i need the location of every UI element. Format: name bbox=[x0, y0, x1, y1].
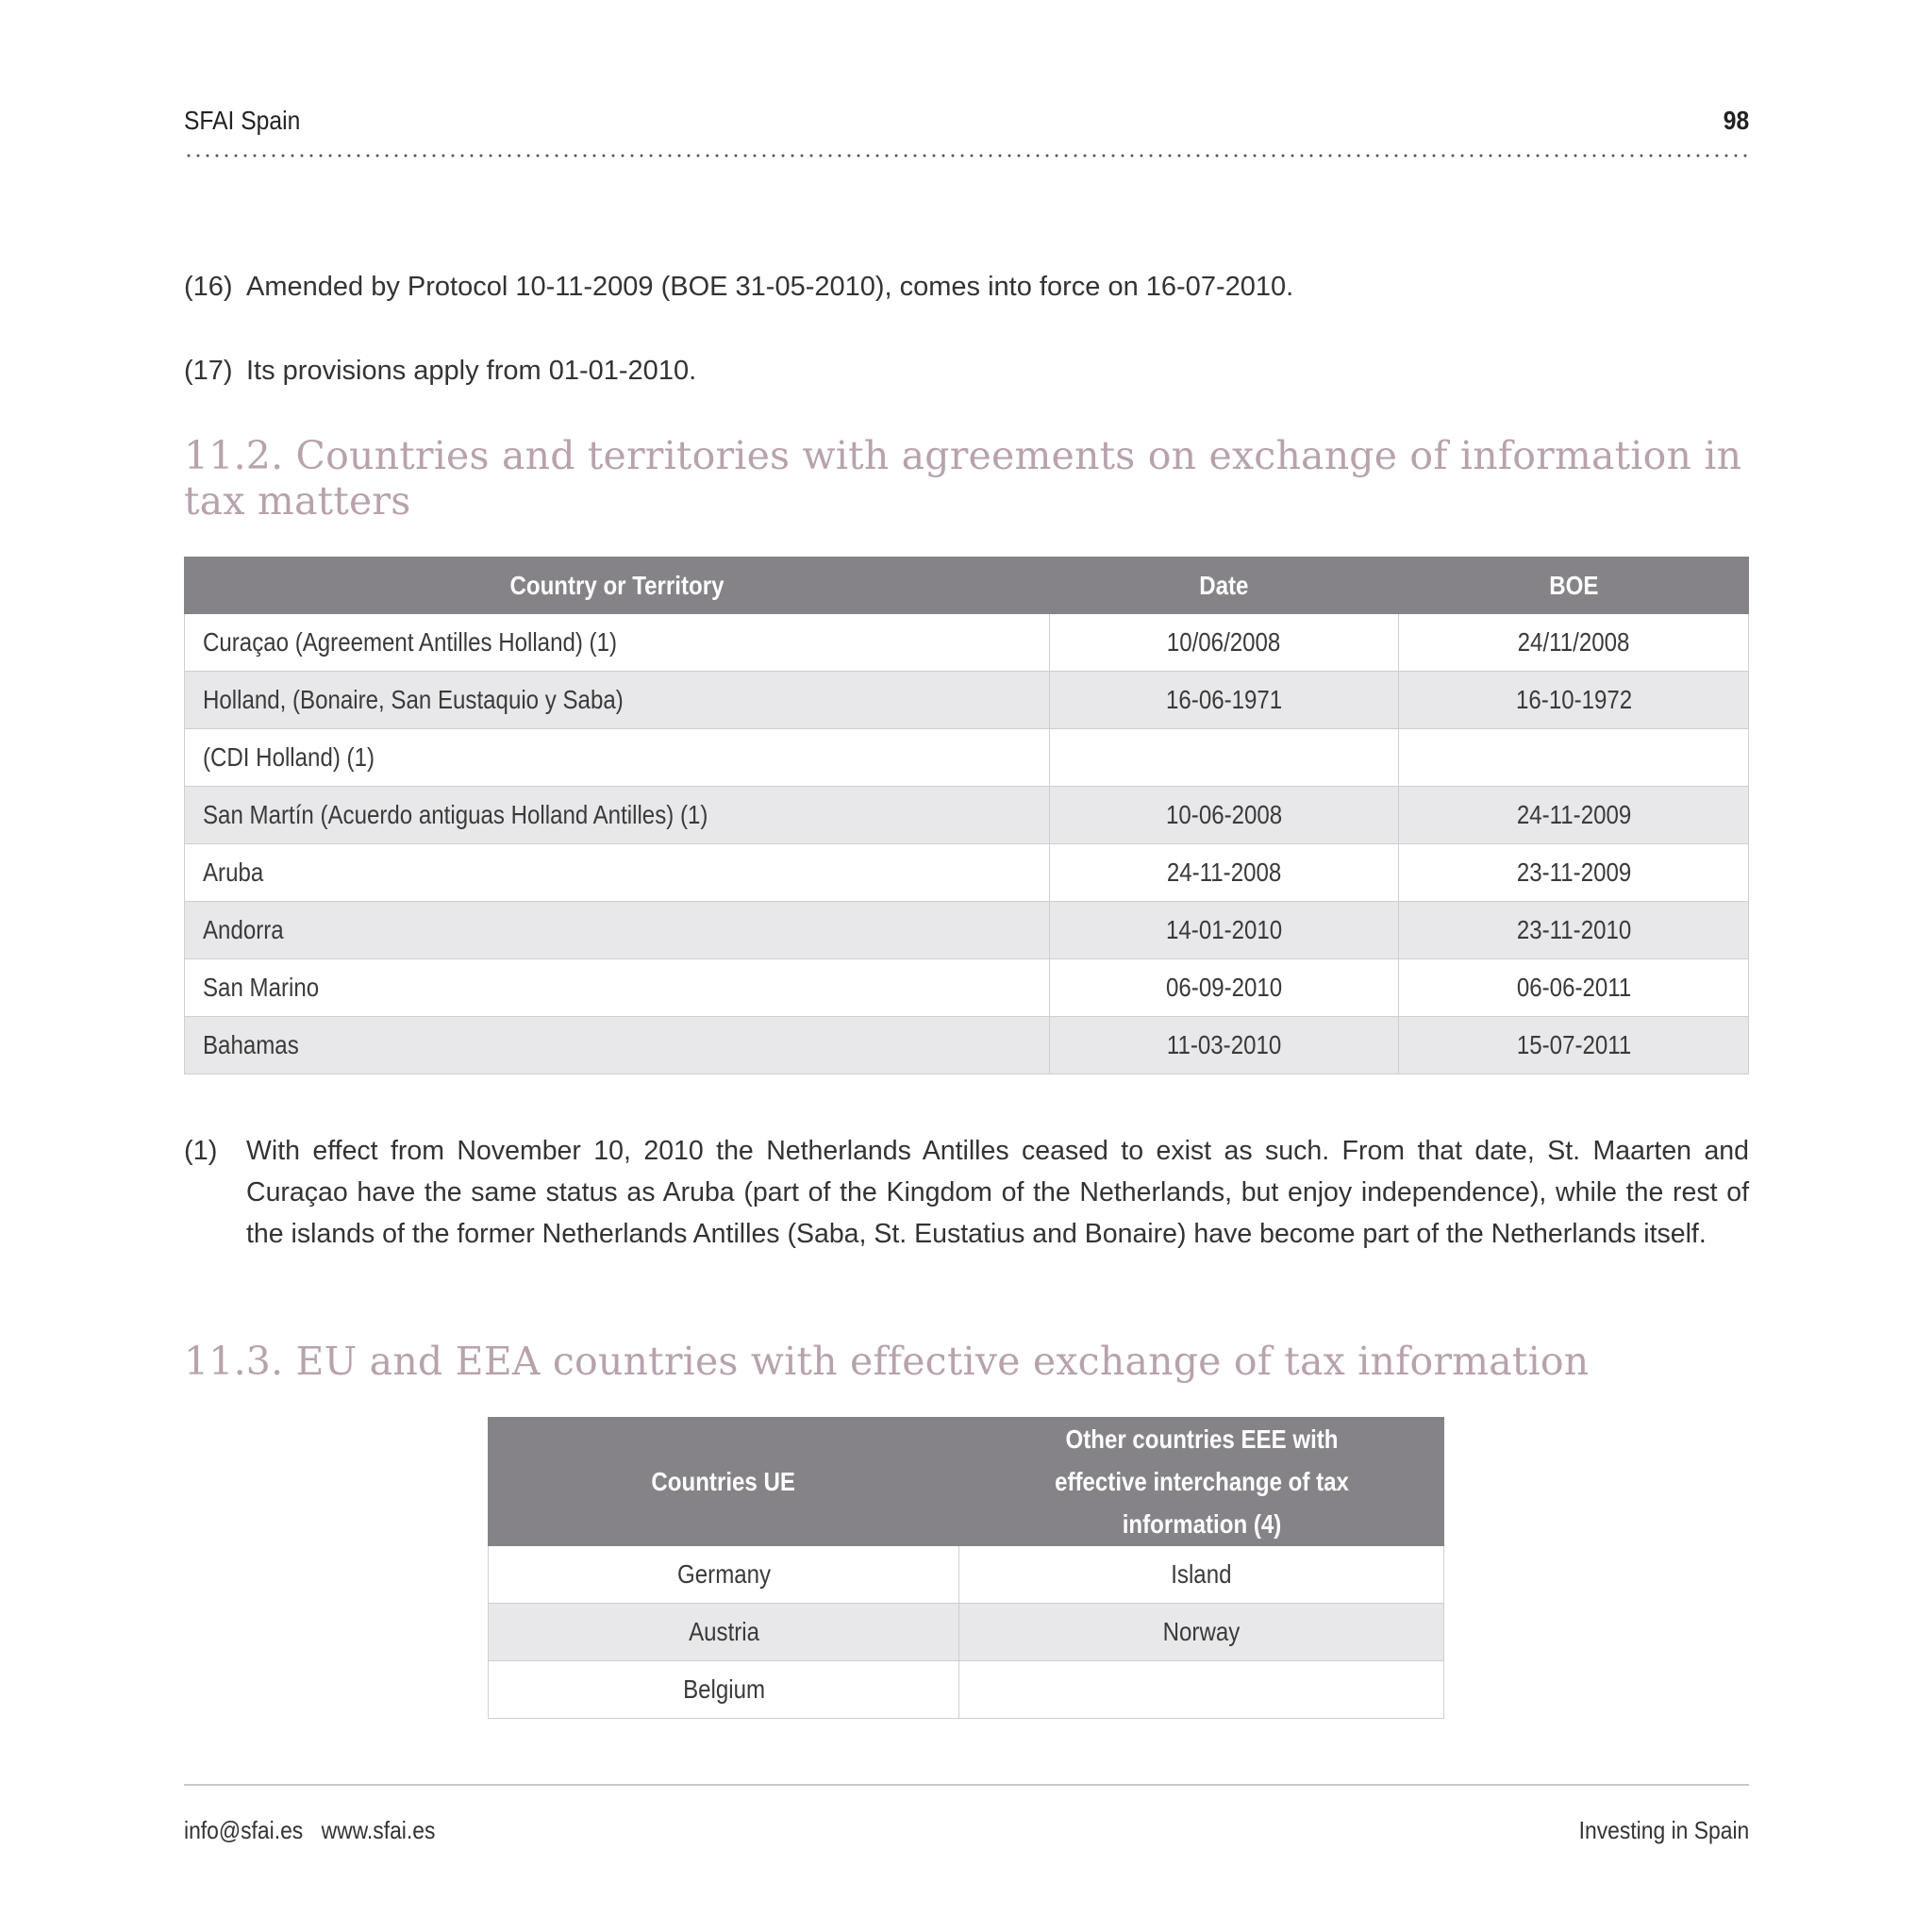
boe-cell: 23-11-2009 bbox=[1399, 844, 1749, 902]
footer-rule bbox=[184, 1784, 1749, 1786]
boe-cell: 06-06-2011 bbox=[1399, 959, 1749, 1017]
page-footer bbox=[184, 1816, 1749, 1850]
boe-cell: 23-11-2010 bbox=[1399, 902, 1749, 959]
boe-cell: 15-07-2011 bbox=[1399, 1017, 1749, 1074]
date-cell: 16-06-1971 bbox=[1049, 672, 1399, 729]
date-cell bbox=[1049, 729, 1399, 787]
table-row bbox=[489, 1661, 1444, 1719]
table-row bbox=[185, 844, 1749, 902]
table-row bbox=[185, 787, 1749, 844]
boe-cell bbox=[1399, 729, 1749, 787]
section-heading-11-3: 11.3. EU and EEA countries with effective exchange of tax information bbox=[184, 1339, 1590, 1384]
column-header-other-eee: Other countries EEE with effective interchange of tax information (4) bbox=[959, 1418, 1444, 1546]
eu-country-cell: Germany bbox=[489, 1546, 959, 1604]
boe-cell: 24/11/2008 bbox=[1399, 614, 1749, 672]
eee-country-cell: Norway bbox=[959, 1604, 1444, 1661]
table-row bbox=[185, 902, 1749, 959]
column-header-boe: BOE bbox=[1399, 558, 1749, 614]
date-cell: 24-11-2008 bbox=[1049, 844, 1399, 902]
date-cell: 06-09-2010 bbox=[1049, 959, 1399, 1017]
table-header-row bbox=[185, 558, 1749, 614]
footer-contact bbox=[184, 1816, 435, 1845]
eee-country-cell: Island bbox=[959, 1546, 1444, 1604]
section-heading-11-2: 11.2. Countries and territories with agreements on exchange of information in tax matters bbox=[184, 433, 1742, 524]
boe-cell: 16-10-1972 bbox=[1399, 672, 1749, 729]
date-cell: 10-06-2008 bbox=[1049, 787, 1399, 844]
exchange-agreements-table bbox=[184, 557, 1749, 1074]
country-cell: San Marino bbox=[185, 959, 1050, 1017]
country-cell: Holland, (Bonaire, San Eustaquio y Saba) bbox=[185, 672, 1050, 729]
table-row bbox=[185, 672, 1749, 729]
table-row bbox=[185, 959, 1749, 1017]
footnote-text: With effect from November 10, 2010 the Netherlands Antilles ceased to exist as such. From that date, St. Maarten and Curaçao have the same status as Aruba (part of the Kingdom of the Netherlands, but enjoy independence), while the rest of the islands of the former Netherlands Antilles (Saba, St. Eustatius and Bonaire) have become part of the Netherlands itself. bbox=[246, 1136, 1749, 1249]
country-cell: Bahamas bbox=[185, 1017, 1050, 1074]
country-cell: (CDI Holland) (1) bbox=[185, 729, 1050, 787]
page-header bbox=[184, 106, 1749, 143]
table-header-row bbox=[489, 1418, 1444, 1546]
footer-website-link[interactable]: www.sfai.es bbox=[321, 1816, 436, 1844]
footnote-text: Its provisions apply from 01-01-2010. bbox=[246, 356, 697, 386]
eu-country-cell: Austria bbox=[489, 1604, 959, 1661]
table-row bbox=[489, 1546, 1444, 1604]
footnote-number: (1) bbox=[184, 1136, 218, 1166]
date-cell: 10/06/2008 bbox=[1049, 614, 1399, 672]
header-dotted-rule bbox=[184, 154, 1749, 158]
header-brand: SFAI Spain bbox=[184, 106, 301, 135]
eee-country-cell bbox=[959, 1661, 1444, 1719]
footnote-number: (17) bbox=[184, 356, 233, 386]
date-cell: 11-03-2010 bbox=[1049, 1017, 1399, 1074]
footnote-16 bbox=[184, 266, 1749, 308]
table-row bbox=[489, 1604, 1444, 1661]
footnote-17 bbox=[184, 350, 1749, 391]
footnote-number: (16) bbox=[184, 272, 233, 302]
boe-cell: 24-11-2009 bbox=[1399, 787, 1749, 844]
document-page bbox=[184, 0, 1749, 1932]
column-header-countries-ue: Countries UE bbox=[489, 1418, 959, 1546]
footnote-text: Amended by Protocol 10-11-2009 (BOE 31-05-2010), comes into force on 16-07-2010. bbox=[246, 272, 1294, 302]
table-row bbox=[185, 614, 1749, 672]
country-cell: Andorra bbox=[185, 902, 1050, 959]
country-cell: San Martín (Acuerdo antiguas Holland Antilles) (1) bbox=[185, 787, 1050, 844]
country-cell: Curaçao (Agreement Antilles Holland) (1) bbox=[185, 614, 1050, 672]
eu-eea-countries-table bbox=[488, 1417, 1444, 1719]
page-number: 98 bbox=[1723, 106, 1749, 135]
column-header-date: Date bbox=[1049, 558, 1399, 614]
date-cell: 14-01-2010 bbox=[1049, 902, 1399, 959]
footer-publication: Investing in Spain bbox=[1578, 1816, 1749, 1844]
footer-email-link[interactable]: info@sfai.es bbox=[184, 1816, 304, 1844]
table-row bbox=[185, 729, 1749, 787]
eu-country-cell: Belgium bbox=[489, 1661, 959, 1719]
column-header-country: Country or Territory bbox=[185, 558, 1050, 614]
table-row bbox=[185, 1017, 1749, 1074]
country-cell: Aruba bbox=[185, 844, 1050, 902]
footnote-1 bbox=[184, 1130, 1749, 1300]
